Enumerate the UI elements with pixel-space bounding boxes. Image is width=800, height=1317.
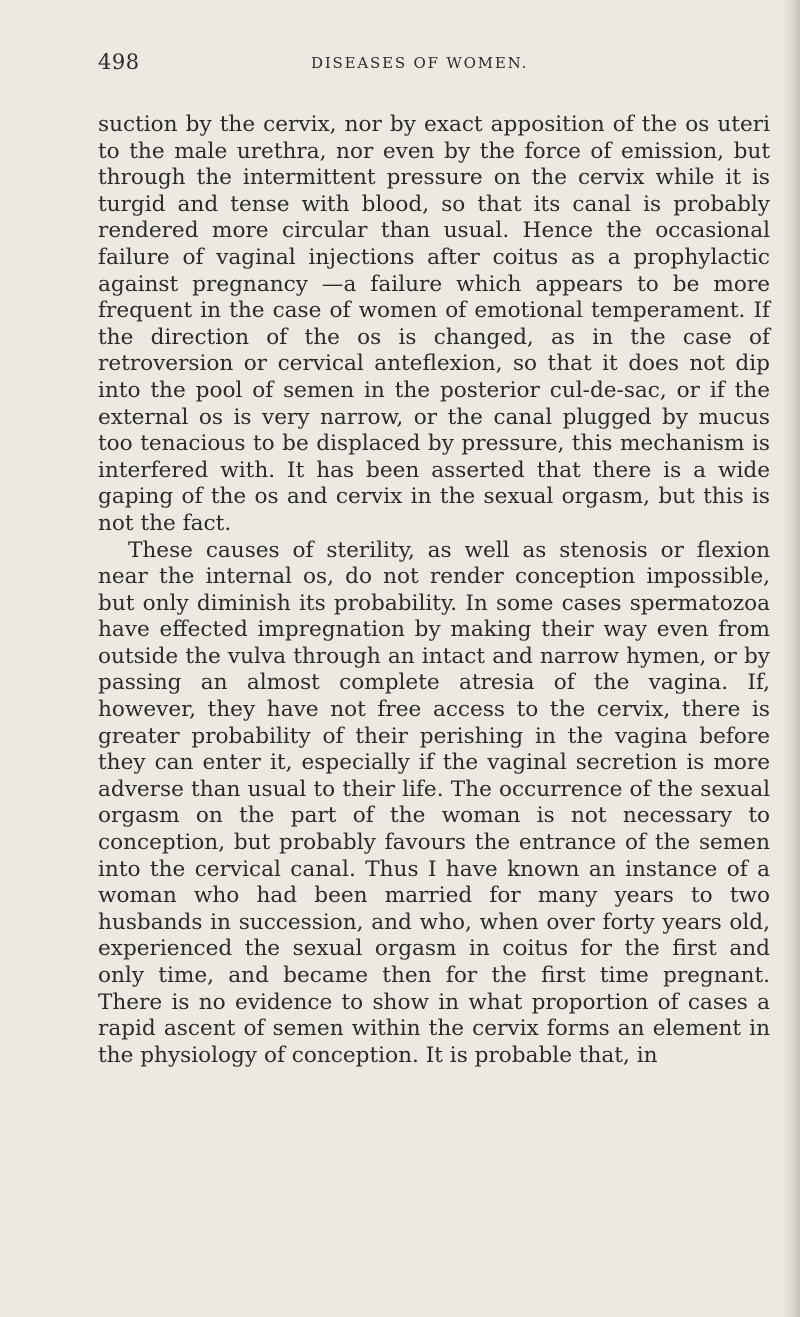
page-number: 498 xyxy=(98,50,140,74)
paragraph-1: suction by the cervix, nor by exact apposition of the os uteri to the male urethra, nor even by the force of emission, but through the intermittent pressure on the cervix while it is turgid and tense with blood, so that its canal is probably rendered more circular than usual. Hence the occasional failure of vaginal injections after coitus as a prophylactic against pregnancy —a failure which appears to be more frequent in the case of women of emotional temperament. If the direction of the os is changed, as in the case of retroversion or cervical anteflexion, so that it does not dip into the pool of semen in the posterior cul-de-sac, or if the external os is very narrow, or the canal plugged by mucus too tenacious to be displaced by pressure, this mechanism is interfered with. It has been asserted that there is a wide gaping of the os and cervix in the sexual orgasm, but this is not the fact. xyxy=(98,112,770,536)
page-edge-shadow xyxy=(782,0,800,1317)
running-head: DISEASES OF WOMEN. xyxy=(311,54,529,72)
paragraph-2: These causes of sterility, as well as stenosis or flexion near the internal os, do not render conception impossible, but only diminish its probability. In some cases spermatozoa have effected impregnation by making their way even from outside the vulva through an intact and narrow hymen, or by passing an almost complete atresia of the vagina. If, however, they have not free access to the cervix, there is greater probability of their perishing in the vagina before they can enter it, especially if the vaginal secretion is more adverse than usual to their life. The occurrence of the sexual orgasm on the part of the woman is not necessary to conception, but probably favours the entrance of the semen into the cervical canal. Thus I have known an instance of a woman who had been married for many years to two husbands in succession, and who, when over forty years old, experienced the sexual orgasm in coitus for the first and only time, and became then for the first time pregnant. There is no evidence to show in what proportion of cases a rapid ascent of semen within the cervix forms an element in the physiology of conception. It is probable that, in xyxy=(98,537,770,1068)
page-header xyxy=(98,50,778,82)
body-text xyxy=(98,112,770,1069)
